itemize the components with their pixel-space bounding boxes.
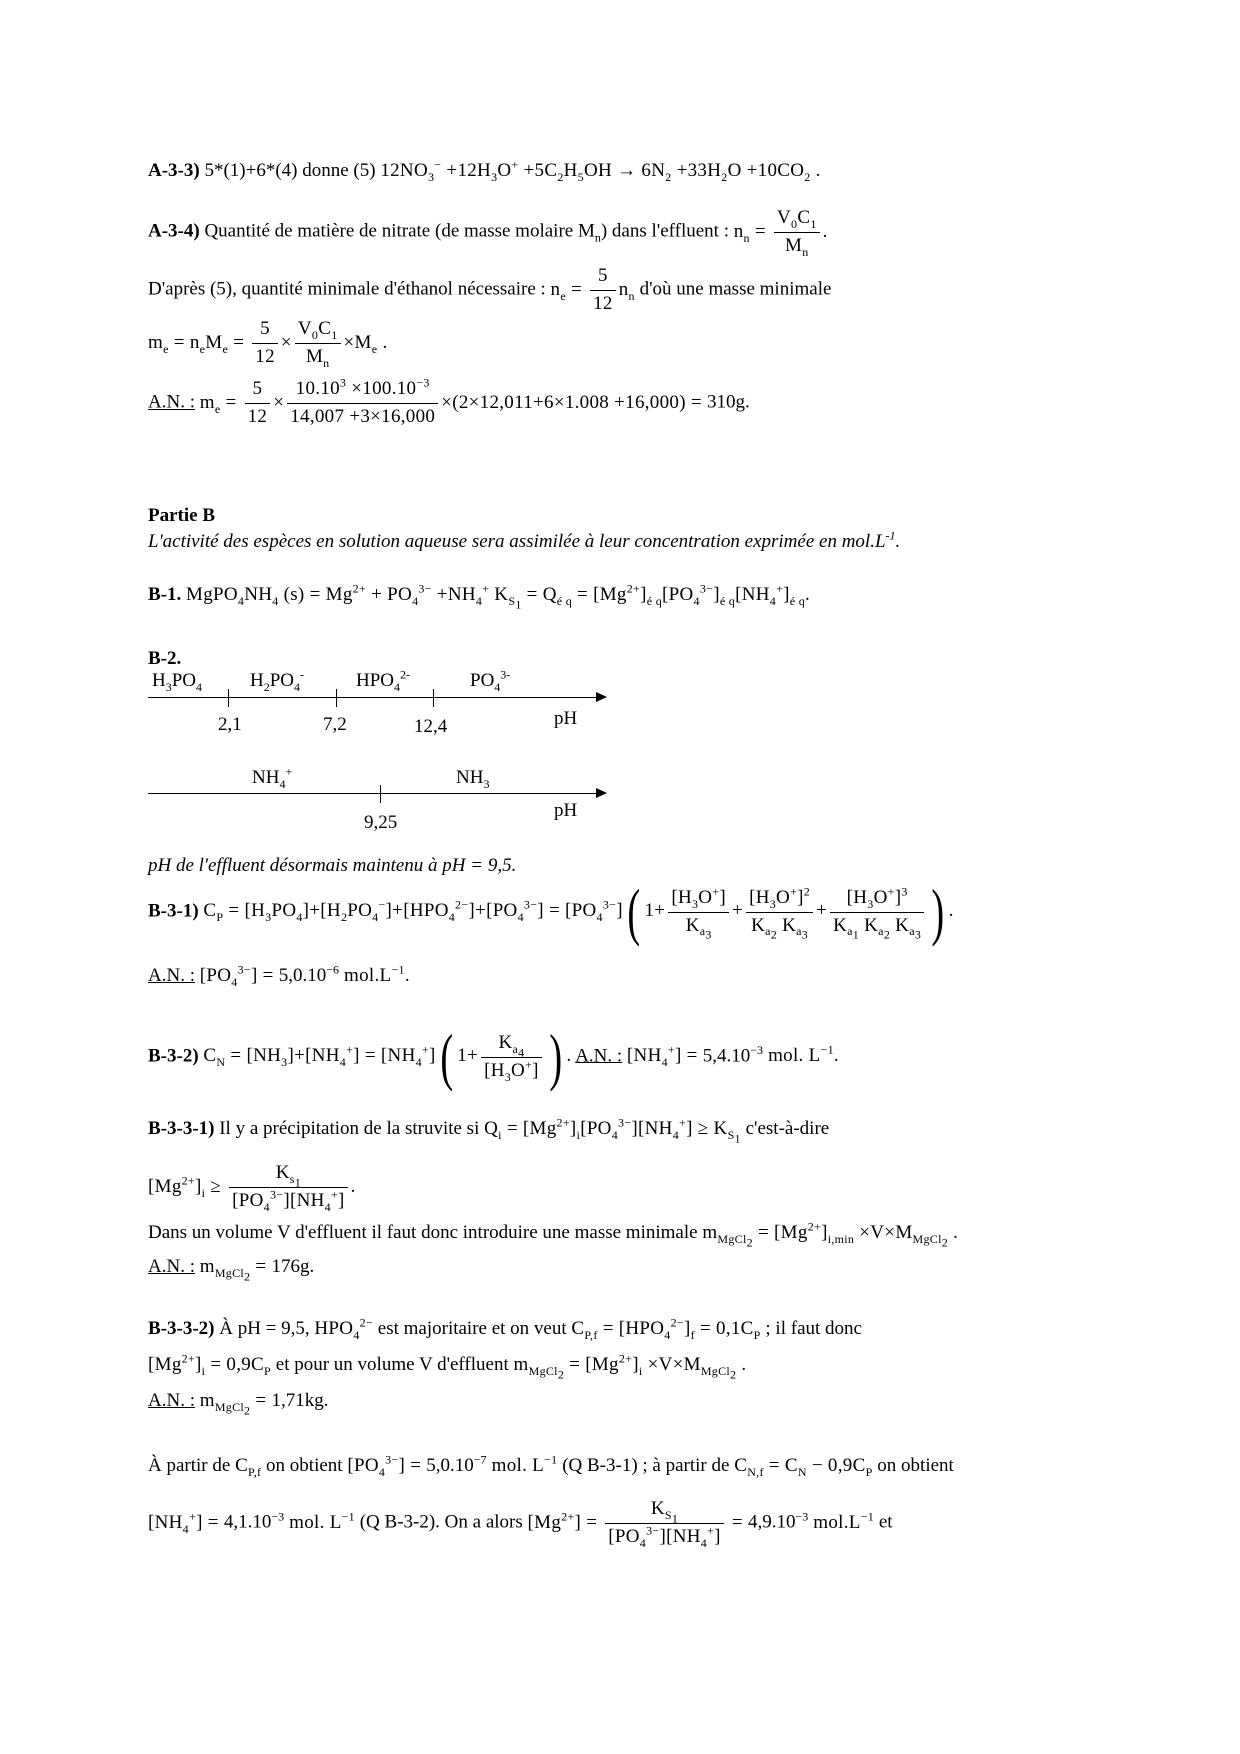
me-an: A.N. : $m_e$ = $\frac{5}{12}$ × $\frac{10.10^3 \times 100.10^{-3}}{14,007 +3\times 16,000}$ ×(2×12,011+6×1.008 +16,000) = 310g.	[148, 375, 750, 427]
species-nh3: $NH_3$	[456, 767, 490, 791]
a34-text: Quantité de matière de nitrate (de masse molaire M	[204, 220, 595, 242]
po4-f-result: 5,0.10	[426, 1455, 474, 1476]
b31-equation: $C_P = [H_3PO_4]+[H_2PO_4^-]+[HPO_4^{2-}]+[PO_4^{3-}] = [PO_4^{3-}]$( 1+ $\frac{[H_3O^+]}{K_{a_3}}$ + $\frac{[H_3O^+]^2}{K_{a_2} K_{a_3}}$ + $\frac{[H_3O^+]^3}{K_{a_1} K_{a_2} K_{a_3}}$ ) .	[203, 876, 954, 947]
b331-an: A.N. : $m_{MgCl_2} = 176g$.	[148, 1256, 315, 1284]
tick-pka2	[336, 689, 337, 707]
b31-label: B-3-1)	[148, 900, 199, 922]
b332-text2: est majoritaire et on veut	[377, 1318, 567, 1339]
final-text3: (Q B-3-1) ; à partir de	[562, 1455, 730, 1476]
pka3-value: 12,4	[414, 716, 448, 737]
an-label-3: A.N. :	[575, 1045, 623, 1067]
tick-pka3	[433, 689, 434, 707]
partie-b-note-end: .	[895, 531, 901, 552]
an-label-2: A.N. :	[148, 965, 195, 986]
species-hpo4: $HPO_4^{2-}$	[356, 667, 411, 694]
axis1-ph-label: pH	[554, 708, 578, 729]
b332-line: B-3-3-2) À pH = 9,5, $HPO_4^{2-}$ est majoritaire et on veut $C_{P,f} = [HPO_4^{2-}]_f = 0,1C_P$ ; il faut donc	[148, 1315, 862, 1342]
final-text6: et	[878, 1511, 893, 1533]
a34-text-end: ) dans l'effluent :	[600, 220, 729, 242]
nh4-f-result: 4,1.10	[223, 1511, 272, 1533]
b332-line2: $[Mg^{2+}]_i = 0,9C_P$ et pour un volume V d'effluent $m_{MgCl_2} = [Mg^{2+}]_i \times V\times M_{MgCl_2}$ .	[148, 1351, 747, 1382]
species-po4: $PO_4^{3-}$	[470, 667, 511, 694]
b31-an: A.N. : $[PO_4^{3-}] = 5,0.10^{-6}$ $mol.L^{-1}$.	[148, 962, 410, 989]
a33-label: A-3-3)	[148, 160, 200, 181]
species-nh4: $NH_4^+$	[252, 764, 293, 791]
tick-pka1	[228, 689, 229, 707]
b1-label: B-1.	[148, 584, 182, 605]
an-label-1: A.N. :	[148, 391, 195, 413]
axis-arrow-1	[596, 692, 607, 702]
b331-dans-text: Dans un volume V d'effluent il faut donc introduire une masse minimale	[148, 1222, 698, 1243]
after5-text: D'après (5), quantité minimale d'éthanol nécessaire :	[148, 278, 546, 300]
b332-an: A.N. : $m_{MgCl_2} = 1,71kg$.	[148, 1390, 329, 1418]
b331-dans: Dans un volume V d'effluent il faut donc introduire une masse minimale $m_{MgCl_2} = [Mg^{2+}]_{i,min} \times V\times M_{MgCl_2}$ .	[148, 1219, 959, 1250]
pka1-value: 2,1	[218, 714, 242, 735]
b331-text: Il y a précipitation de la struvite si	[219, 1118, 480, 1139]
me-result: 310g.	[706, 391, 750, 413]
mg-f-result: 4,9.10	[747, 1511, 796, 1533]
species-h2po4: $H_2PO_4^-$	[250, 667, 305, 694]
b331-condition: $[Mg^{2+}]_i$ ≥ $\frac{K_{s_1}}{[PO_4^{3-}][NH_4^+]}$ .	[148, 1162, 356, 1214]
a33-text: 5*(1)+6*(4) donne (5)	[204, 160, 376, 181]
m-min-result: 176g.	[271, 1256, 315, 1277]
b32-equation: $C_N = [NH_3]+[NH_4^+] = [NH_4^+]$( 1+ $\frac{K_{a_4}}{[H_3O^+]}$ ) .	[203, 1021, 572, 1092]
partie-b-note	[148, 528, 901, 554]
a33-equation: $12NO_3^- +12H_3O^+ +5C_2H_5OH \to 6N_2 +33H_2O +10CO_2$ .	[380, 157, 821, 184]
b331-label: B-3-3-1)	[148, 1118, 215, 1139]
b332-text3: ; il faut donc	[765, 1318, 862, 1339]
b2-label: B-2.	[148, 648, 182, 669]
b332-text4: et pour un volume V d'effluent	[275, 1354, 509, 1375]
final-line2: $[NH_4^+] = 4,1.10^{-3}$ mol. $L^{-1}$ (Q B-3-2). On a alors $[Mg^{2+}]$ = $\frac{K_{S_1}}{[PO_4^{3-}][NH_4^+]}$ = $4,9.10^{-3}$ $mol.L^{-1}$ et	[148, 1498, 893, 1550]
b331-line: B-3-3-1) Il y a précipitation de la struvite si $Q_i = [Mg^{2+}]_i[PO_4^{3-}][NH_4^+] \ge K_{S_1}$ c'est-à-dire	[148, 1115, 830, 1146]
axis2-ph-label: pH	[554, 800, 578, 821]
tick-pka4	[380, 785, 381, 803]
after5-tail: d'où une masse minimale	[639, 278, 832, 300]
final-text4: on obtient	[877, 1455, 954, 1476]
m-b332-result: 1,71kg.	[271, 1390, 329, 1411]
me-formula: $m_e = n_eM_e$ = $\frac{5}{12}$ × $\frac{V_0C_1}{M_n}$ $\times M_e$ .	[148, 318, 388, 370]
axis-arrow-2	[596, 788, 607, 798]
b32-line: B-3-2) $C_N = [NH_3]+[NH_4^+] = [NH_4^+]$( 1+ $\frac{K_{a_4}}{[H_3O^+]}$ ) . A.N. : $[NH_4^+] = 5,4.10^{-3}$ mol. $L^{-1}$.	[148, 1021, 839, 1092]
b1-line	[148, 581, 811, 612]
final-line1: À partir de $C_{P,f}$ on obtient $[PO_4^{3-}] = 5,0.10^{-7}$ mol. $L^{-1}$ (Q B-3-1) ; à partir de $C_{N,f} = C_N - 0,9C_P$ on obtient	[148, 1452, 954, 1479]
an-label-5: A.N. :	[148, 1390, 195, 1411]
axis-line-1	[148, 697, 598, 698]
b1-equation: $MgPO_4NH_4$ $(s) = Mg^{2+} + PO_4^{3-} +NH_4^+$ $K_{S_1} = Q_{é q} = [Mg^{2+}]_{é q}[PO_4^{3-}]_{é q}[NH_4^+]_{é q}$.	[186, 581, 811, 612]
pka2-value: 7,2	[323, 714, 347, 735]
b31-line	[148, 876, 954, 947]
a34-label: A-3-4)	[148, 220, 200, 242]
ph-note: pH de l'effluent désormais maintenu à pH = 9,5.	[148, 855, 517, 876]
final-text2: on obtient	[266, 1455, 343, 1476]
final-text1: À partir de	[148, 1455, 231, 1476]
after5-line	[148, 265, 831, 316]
nn-equation: $n_n$ = $\frac{V_0C_1}{M_n}$ .	[733, 207, 828, 259]
partie-b-title: Partie B	[148, 505, 216, 526]
ne-equation: $n_e$ = $\frac{5}{12}$ $n_n$	[550, 265, 635, 314]
species-h3po4: $H_3PO_4$	[152, 670, 203, 694]
partie-b-note-sup: -1	[885, 528, 896, 543]
b32-label: B-3-2)	[148, 1045, 199, 1067]
b332-label: B-3-3-2)	[148, 1318, 215, 1339]
a33-line	[148, 157, 821, 184]
a34-line	[148, 207, 828, 258]
a34-text-sub: n	[594, 230, 601, 245]
an-label-4: A.N. :	[148, 1256, 195, 1277]
b332-text1: À pH = 9,5,	[219, 1318, 310, 1339]
pka4-value: 9,25	[364, 812, 398, 833]
final-text5: (Q B-3-2). On a alors	[359, 1511, 523, 1533]
axis-line-2	[148, 793, 598, 794]
b331-tail: c'est-à-dire	[745, 1118, 830, 1139]
nh4-result: 5,4.10	[702, 1045, 751, 1067]
po4-result: 5,0.10	[278, 965, 327, 986]
partie-b-note-text: L'activité des espèces en solution aqueuse sera assimilée à leur concentration exprimée en mol.L	[148, 531, 886, 552]
